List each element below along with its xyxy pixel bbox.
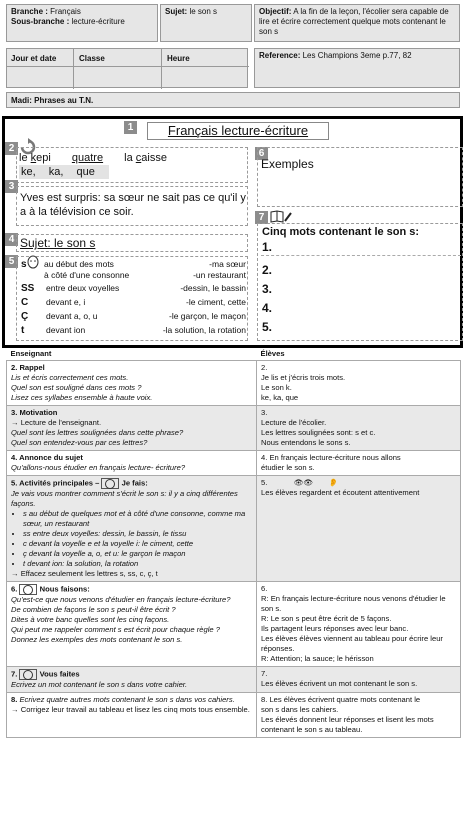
sujet-box [160, 4, 252, 42]
rappel-syllables [19, 165, 109, 179]
student-cell [257, 476, 461, 582]
teacher-step-title: 8. Ecrivez quatre autres mots contenant le son s dans vos cahiers. [11, 695, 235, 704]
exemples-box [257, 147, 463, 207]
student-line: Lecture de l'écolier. [261, 418, 327, 427]
rappel-words [19, 151, 167, 165]
word-part: epi [36, 152, 51, 164]
teacher-cell [7, 693, 257, 738]
step-number-3: 3 [5, 180, 18, 193]
exemples-title: Exemples [261, 157, 314, 171]
cinq-mots-item-2: 2. [262, 263, 273, 277]
student-cell [257, 451, 461, 476]
teacher-bullet: • t devant ion: la solution, la rotation [23, 559, 252, 569]
cinq-mots-item-3: 3. [262, 282, 273, 296]
objectif-label: Objectif: [259, 7, 292, 16]
jour-table [6, 48, 248, 88]
teacher-line: → Corrigez leur travail au tableau et lisez les cinq mots tous ensemble. [11, 705, 250, 714]
rule-text: devant a, o, u [46, 311, 98, 321]
student-line: ke, ka, que [261, 393, 299, 402]
student-line: R: En français lecture-écriture nous venons d'étudier le son s. [261, 594, 446, 613]
student-line: R: Le son s peut être écrit de 5 façons. [261, 614, 392, 623]
student-step-title: 7. [261, 669, 268, 678]
cinq-mots-item-4: 4. [262, 301, 273, 315]
rule-example: -ma sœur [209, 259, 246, 269]
jour-label: Jour et date [11, 54, 57, 63]
sujet-board: Sujet: le son s [20, 236, 96, 250]
student-line: Les lettres soulignées sont: s et c. [261, 428, 376, 437]
branche-label: Branche : [11, 7, 48, 16]
sous-branche-value: lecture-écriture [71, 17, 125, 26]
reference-label: Reference: [259, 51, 301, 60]
student-line: étudier le son s. [261, 463, 315, 472]
student-line: Les élèves regardent et écoutent attentivement [261, 488, 420, 497]
sous-branche-label: Sous-branche : [11, 17, 70, 26]
teacher-cell [7, 476, 257, 582]
teacher-line: Je vais vous montrer comment s'écrit le son s: il y a cinq différentes façons. [11, 489, 238, 508]
classe-label: Classe [79, 54, 105, 63]
student-line: Les élevés donnent leur réponses et lisent les mots contenant le son s au tableau. [261, 715, 434, 734]
step-number-6: 6 [255, 147, 268, 160]
motivation-sentence: Yves est surpris: sa sœur ne sait pas ce qu'il y a à la télévision ce soir. [20, 192, 246, 218]
teacher-step-title: 7. Vous faites [11, 669, 80, 679]
step-number-2: 2 [5, 142, 18, 155]
rule-row [18, 283, 248, 294]
lesson-row [7, 361, 461, 406]
teacher-step-title: 2. Rappel [11, 363, 45, 372]
teacher-cell [7, 667, 257, 693]
rule-row [18, 311, 248, 322]
teacher-step-title: 4. Annonce du sujet [11, 453, 83, 462]
book-pencil-icon [270, 209, 292, 223]
syllable: ke, [21, 166, 36, 178]
rule-letter: s [21, 259, 27, 270]
teacher-line: → Effacez seulement les lettres s, ss, c, ç, t [11, 569, 158, 578]
word-part: la [124, 152, 136, 164]
student-line: Nous entendons le sons s. [261, 438, 351, 447]
cinq-mots-title: Cinq mots contenant le son s: [262, 226, 420, 238]
student-cell [257, 361, 461, 406]
student-line: R: Attention; la sauce; le hérisson [261, 654, 374, 663]
teacher-line: Quel sont les lettres soulignées dans cette phrase? [11, 428, 184, 437]
teacher-line: Lis et écris correctement ces mots. [11, 373, 129, 382]
teacher-bullet: • s au début de quelques mot et à côté d'une consonne, comme ma sœur, un restaurant [23, 509, 252, 529]
word-part: aisse [141, 152, 167, 164]
rule-text: au début des mots [44, 259, 114, 269]
step-number-4: 4 [5, 233, 18, 246]
teacher-bullet: • ç devant la voyelle a, o, et u: le garçon le maçon [23, 549, 252, 559]
cinq-mots-box [257, 223, 463, 341]
student-line: Je lis et j'écris trois mots. [261, 373, 346, 382]
rule-example: -le ciment, cette [186, 297, 246, 307]
blackboard [2, 116, 463, 348]
teacher-cell [7, 361, 257, 406]
rule-text: entre deux voyelles [46, 283, 120, 293]
teacher-line: Qu'est-ce que nous venons d'étudier en français lecture-écriture? [11, 595, 231, 604]
teacher-cell [7, 451, 257, 476]
step-number-5: 5 [5, 255, 18, 268]
student-step-title: 5. 👁👁 👂 [261, 478, 339, 487]
lesson-row [7, 667, 461, 693]
syllable: que [76, 166, 95, 178]
student-step-title: 6. [261, 584, 268, 593]
teacher-step-title: 5. Activités principales – Je fais: [11, 478, 148, 488]
teacher-step-title: 6. Nous faisons: [11, 584, 90, 594]
rule-letter: SS [21, 283, 35, 294]
teacher-line: Qui peut me rappeler comment s est écrit pour chaque règle ? [11, 625, 220, 634]
faces-icon [19, 669, 37, 680]
student-cell [257, 582, 461, 667]
sujet-label: Sujet: [165, 7, 188, 16]
madi-bar: Madi: Phrases au T.N. [6, 92, 460, 108]
board-title [147, 122, 329, 140]
student-cell [257, 693, 461, 738]
student-step-title: 3. [261, 408, 268, 417]
teacher-line: Lisez ces syllabes ensemble à haute voix. [11, 393, 153, 402]
objectif-value: A la fin de la leçon, l'écolier sera capable de lire et écrire correctement quelque mots contenant le son s [259, 7, 449, 36]
lesson-row [7, 406, 461, 451]
eyes-icon: 👁👁 [293, 478, 313, 487]
student-line: Le son k. [261, 383, 292, 392]
teacher-cell [7, 582, 257, 667]
teacher-bullets [23, 509, 252, 569]
rule-letter: Ç [21, 311, 29, 322]
underlined-word: quatre [71, 152, 104, 164]
underlined-letter: c [135, 152, 142, 164]
reference-box [254, 48, 460, 88]
rule-row [18, 259, 248, 270]
rule-row [18, 325, 248, 336]
step-number-7: 7 [255, 211, 268, 224]
rule-example: -le garçon, le maçon [168, 311, 246, 321]
ear-icon: 👂 [328, 478, 339, 487]
lesson-row [7, 451, 461, 476]
objectif-box [254, 4, 460, 42]
teacher-line: Ecrivez un mot contenant le son s dans votre cahier. [11, 680, 188, 689]
teacher-line: Quel son est souligné dans ces mots ? [11, 383, 142, 392]
teacher-line: Donnez les exemples des mots contenant le son s. [11, 635, 183, 644]
sujet-value: le son s [189, 7, 218, 16]
cinq-mots-item-5: 5. [262, 320, 273, 334]
rule-example: -dessin, le bassin [180, 283, 246, 293]
branche-box [6, 4, 158, 42]
word-part: le [19, 152, 31, 164]
syllable: ka, [48, 166, 64, 178]
student-cell [257, 667, 461, 693]
rule-letter: t [21, 325, 25, 336]
cinq-mots-item-1: 1. [262, 240, 273, 254]
faces-icon [19, 584, 37, 595]
lesson-row [7, 476, 461, 582]
teacher-cell [7, 406, 257, 451]
teacher-line: Qu'allons-nous étudier en français lecture- écriture? [11, 463, 186, 472]
teacher-line: Dites à votre banc quelles sont les cinq façons. [11, 615, 170, 624]
teacher-bullet: • ss entre deux voyelles: dessin, le bassin, le tissu [23, 529, 252, 539]
rule-letter: C [21, 297, 29, 308]
lesson-table [6, 348, 461, 738]
heure-label: Heure [167, 54, 190, 63]
step-number-1: 1 [124, 121, 137, 134]
faces-icon [101, 478, 119, 489]
branche-value: Français [50, 7, 81, 16]
rule-example: -la solution, la rotation [162, 325, 246, 335]
rule-text: devant e, i [46, 297, 86, 307]
rule-text: devant ion [46, 325, 86, 335]
student-line: Les élèves écrivent un mot contenant le son s. [261, 679, 418, 688]
rule-text: à côté d'une consonne [44, 270, 130, 280]
teacher-bullet: • c devant la voyelle e et la voyelle i: le ciment, cette [23, 539, 252, 549]
teacher-step-title: 3. Motivation [11, 408, 58, 417]
student-step-title: 4. En français lecture-écriture nous allons [261, 453, 401, 462]
rule-row [18, 270, 248, 281]
underlined-letter: k [30, 152, 37, 164]
student-step-title: 2. [261, 363, 268, 372]
teacher-line: Quel son entendez-vous par ces lettres? [11, 438, 148, 447]
reference-value: Les Champions 3eme p.77, 82 [302, 51, 412, 60]
student-line: son s dans les cahiers. [261, 705, 339, 714]
rule-example: -un restaurant [193, 270, 246, 280]
col-eleves: Élèves [257, 348, 461, 361]
lesson-row [7, 582, 461, 667]
teacher-line: De combien de façons le son s peut-il être écrit ? [11, 605, 176, 614]
teacher-line: → Lecture de l'enseignant. [11, 418, 102, 427]
student-cell [257, 406, 461, 451]
lesson-row [7, 693, 461, 738]
student-line: Les élèves élèves viennent au tableau pour écrire leur réponses. [261, 634, 443, 653]
student-step-title: 8. Les élèves écrivent quatre mots contenant le [261, 695, 421, 704]
student-line: Ils partagent leurs réponses avec leur banc. [261, 624, 409, 633]
board-title-text: Français lecture-écriture [167, 123, 309, 138]
col-enseignant: Enseignant [7, 348, 257, 361]
rule-row [18, 297, 248, 308]
